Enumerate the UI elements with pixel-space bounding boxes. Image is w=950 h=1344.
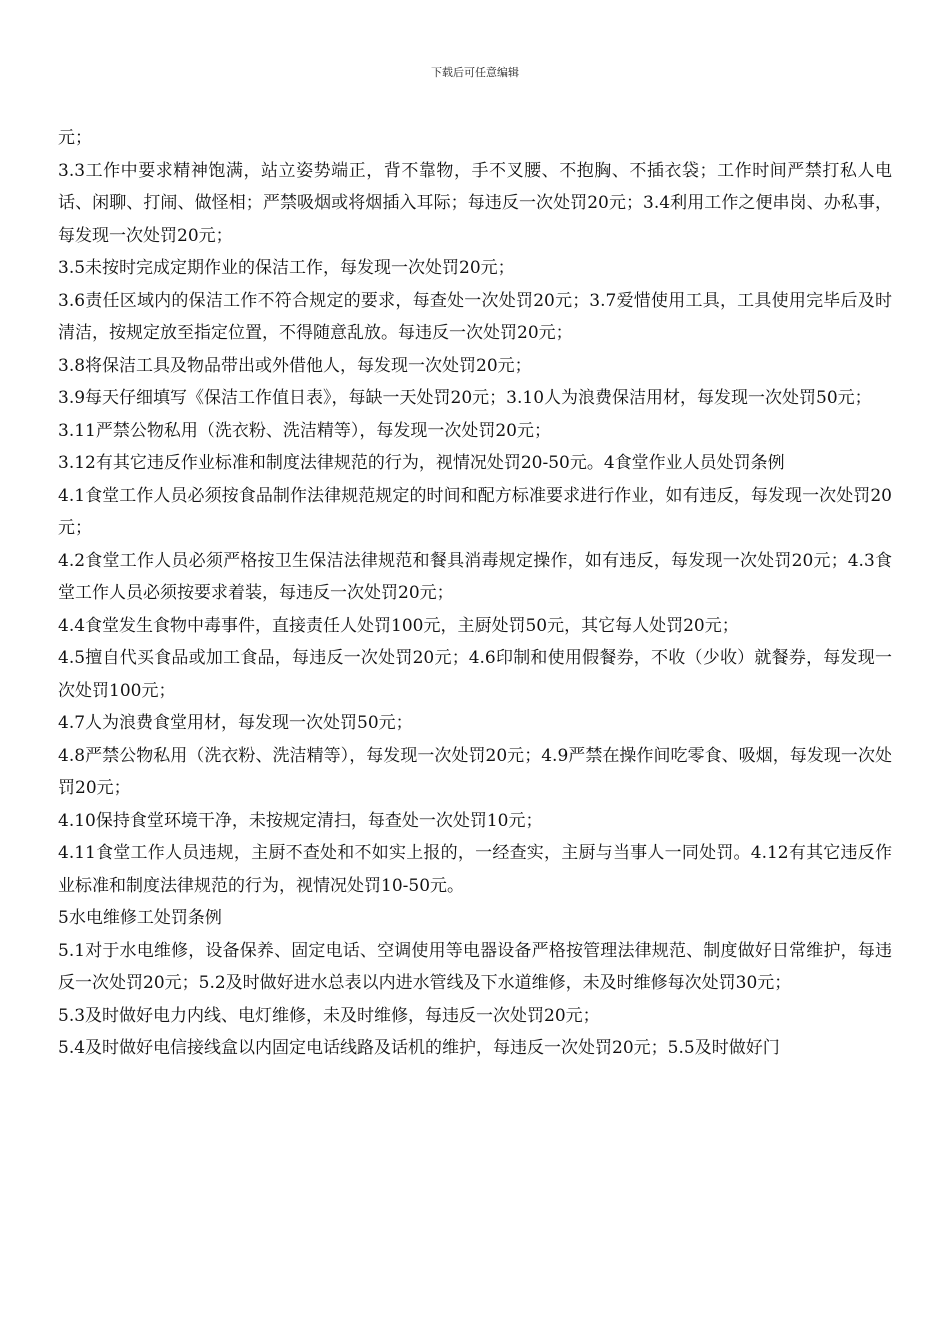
paragraph: 4.7人为浪费食堂用材，每发现一次处罚50元；	[58, 713, 413, 733]
paragraph: 4.4食堂发生食物中毒事件，直接责任人处罚100元，主厨处罚50元，其它每人处罚20元；	[58, 615, 739, 636]
paragraph: 3.11严禁公物私用（洗衣粉、洗洁精等），每发现一次处罚20元；	[58, 420, 551, 441]
paragraph: 3.6责任区域内的保洁工作不符合规定的要求，每查处一次处罚20元；3.7爱惜使用工具，工具使用完毕后及时清洁，按规定放至指定位置，不得随意乱放。每违反一次处罚20元；	[58, 290, 892, 343]
paragraph: 3.8将保洁工具及物品带出或外借他人，每发现一次处罚20元；	[58, 355, 532, 376]
paragraph: 4.2食堂工作人员必须严格按卫生保洁法律规范和餐具消毒规定操作，如有违反，每发现一次处罚20元；4.3食堂工作人员必须按要求着装，每违反一次处罚20元；	[58, 550, 892, 603]
paragraph: 4.5擅自代买食品或加工食品，每违反一次处罚20元；4.6印制和使用假餐券，不收（少收）就餐券，每发现一次处罚100元；	[58, 648, 892, 701]
paragraph: 元；	[58, 128, 92, 148]
paragraph: 3.3工作中要求精神饱满，站立姿势端正，背不靠物，手不叉腰、不抱胸、不插衣袋；工作时间严禁打私人电话、闲聊、打闹、做怪相；严禁吸烟或将烟插入耳际；每违反一次处罚20元；3.4利用工作之便串岗、办私事，每发现一次处罚20元；	[58, 160, 892, 246]
paragraph: 5.4及时做好电信接线盒以内固定电话线路及话机的维护，每违反一次处罚20元；5.5及时做好门	[58, 1038, 780, 1058]
paragraph: 3.12有其它违反作业标准和制度法律规范的行为，视情况处罚20-50元。4食堂作业人员处罚条例	[58, 453, 785, 473]
paragraph: 5.3及时做好电力内线、电灯维修，未及时维修，每违反一次处罚20元；	[58, 1005, 600, 1026]
document-body	[58, 122, 892, 1065]
page-header-note: 下载后可任意编辑	[431, 66, 519, 79]
paragraph: 4.11食堂工作人员违规，主厨不查处和不如实上报的，一经查实，主厨与当事人一同处罚。4.12有其它违反作业标准和制度法律规范的行为，视情况处罚10-50元。	[58, 843, 892, 896]
paragraph: 4.1食堂工作人员必须按食品制作法律规范规定的时间和配方标准要求进行作业，如有违反，每发现一次处罚20元；	[58, 485, 892, 538]
section-heading: 5水电维修工处罚条例	[58, 908, 222, 928]
paragraph: 4.10保持食堂环境干净，未按规定清扫，每查处一次处罚10元；	[58, 810, 543, 831]
paragraph: 5.1对于水电维修，设备保养、固定电话、空调使用等电器设备严格按管理法律规范、制度做好日常维护，每违反一次处罚20元；5.2及时做好进水总表以内进水管线及下水道维修，未及时维修每次处罚30元；	[58, 940, 892, 993]
paragraph: 4.8严禁公物私用（洗衣粉、洗洁精等），每发现一次处罚20元；4.9严禁在操作间吃零食、吸烟，每发现一次处罚20元；	[58, 745, 892, 798]
paragraph: 3.9每天仔细填写《保洁工作值日表》，每缺一天处罚20元；3.10人为浪费保洁用材，每发现一次处罚50元；	[58, 388, 872, 408]
paragraph: 3.5未按时完成定期作业的保洁工作，每发现一次处罚20元；	[58, 258, 515, 278]
